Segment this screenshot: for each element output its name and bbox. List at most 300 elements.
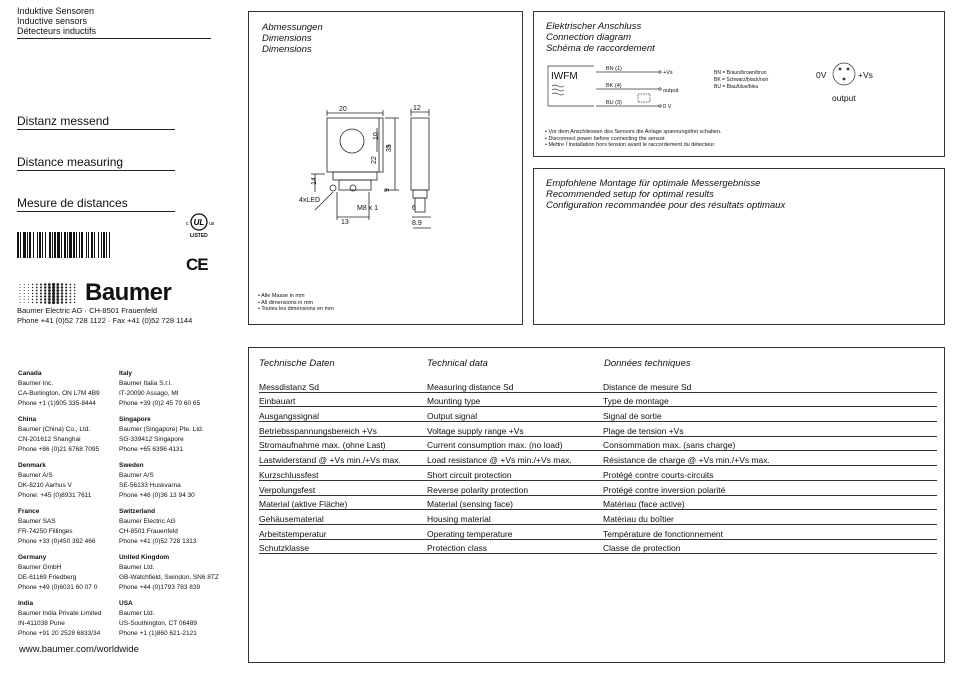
- logo-dot: [74, 302, 75, 303]
- country-name: India: [18, 600, 34, 607]
- cell-value: [771, 510, 937, 525]
- cell-value: [771, 524, 937, 539]
- country-line: GB-Watchfield, Swindon, SN6 8TZ: [119, 574, 219, 581]
- svg-text:us: us: [209, 221, 215, 227]
- logo-dot: [61, 295, 63, 297]
- cell-value: [771, 539, 937, 554]
- mounting-panel: [533, 168, 945, 325]
- dim-10: 10: [373, 132, 380, 140]
- barcode-bar: [98, 232, 99, 258]
- connection-panel: [533, 11, 945, 157]
- thread-label: M8 x 1: [357, 205, 379, 212]
- country-line: Phone +49 (0)6031 60 07 0: [18, 584, 98, 591]
- logo-dot: [52, 286, 55, 289]
- country-line: IN-411038 Pune: [18, 620, 65, 627]
- barcode-bar: [79, 232, 80, 258]
- logo-dot: [24, 299, 25, 300]
- connection-title-fr: Schéma de raccordement: [546, 43, 655, 54]
- logo-dot: [28, 287, 29, 288]
- logo-dot: [36, 296, 38, 298]
- logo-dot: [56, 295, 59, 298]
- cell-en: Reverse polarity protection: [427, 480, 603, 495]
- country-line: Baumer Ltd.: [119, 564, 155, 571]
- cell-value: [771, 495, 937, 510]
- conn-note-de: • Vor dem Anschliessen des Sensors die Anlage spannungsfrei schalten.: [545, 129, 722, 135]
- barcode-bar: [81, 232, 83, 258]
- country-name: USA: [119, 600, 133, 607]
- connection-title-de: Elektrischer Anschluss: [546, 21, 642, 32]
- cell-de: Einbauart: [259, 392, 427, 407]
- cell-fr: Classe de protection: [603, 539, 771, 554]
- logo-dot: [40, 286, 42, 288]
- cell-en: Voltage supply range +Vs: [427, 422, 603, 437]
- country-block: [18, 507, 96, 547]
- country-line: IT-20090 Assago, MI: [119, 390, 179, 397]
- legend-bn: BN = Braun/brown/brun: [714, 70, 767, 76]
- cell-fr: Résistance de charge @ +Vs min./+Vs max.: [603, 451, 771, 466]
- country-block: [119, 507, 197, 547]
- country-block: [18, 599, 101, 639]
- country-block: [18, 553, 97, 593]
- logo-dot: [24, 287, 25, 288]
- country-name: Sweden: [119, 462, 144, 469]
- logo-dot: [32, 290, 33, 291]
- barcode-bar: [94, 232, 95, 258]
- barcode-bar: [88, 232, 89, 258]
- logo-dot: [28, 296, 29, 297]
- company-address: Baumer Electric AG · CH-8501 Frauenfeld: [17, 306, 158, 315]
- logo-dot: [36, 290, 38, 292]
- barcode-bar: [39, 232, 41, 258]
- cell-value: [771, 422, 937, 437]
- cell-en: Output signal: [427, 407, 603, 422]
- country-line: Phone +33 (0)450 392 466: [18, 538, 96, 545]
- logo-dot: [36, 287, 38, 289]
- barcode-bar: [54, 232, 56, 258]
- cell-en: Current consumption max. (no load): [427, 436, 603, 451]
- country-name: Denmark: [18, 462, 46, 469]
- country-block: [119, 415, 204, 455]
- logo-dot: [44, 292, 46, 294]
- logo-dot: [52, 298, 55, 301]
- mounting-title-fr: Configuration recommandée pour des résultats optimaux: [546, 200, 786, 211]
- table-row: [259, 480, 937, 495]
- country-line: Phone +44 (0)1793 783 839: [119, 584, 201, 591]
- country-line: Phone +65 6396 4131: [119, 446, 184, 453]
- logo-dot: [28, 293, 29, 294]
- country-line: Baumer A/S: [119, 472, 154, 479]
- country-name: Switzerland: [119, 508, 156, 515]
- logo-dot: [44, 283, 46, 285]
- table-row: [259, 378, 937, 392]
- logo-dot: [40, 289, 42, 291]
- logo-dot: [74, 293, 75, 294]
- logo-dot: [70, 284, 72, 286]
- dimensions-title-en: Dimensions: [262, 33, 312, 44]
- logo-dot: [56, 301, 59, 304]
- wire-bu: BU (3): [606, 100, 622, 106]
- header-line-fr: Détecteurs inductifs: [17, 26, 97, 36]
- logo-dot: [36, 293, 38, 295]
- country-block: [18, 415, 99, 455]
- logo-dot: [74, 290, 75, 291]
- logo-dot: [56, 286, 59, 289]
- logo-dot: [44, 301, 46, 303]
- logo-dot: [74, 299, 75, 300]
- dim-22: 22: [371, 156, 378, 164]
- logo-dot: [40, 283, 42, 285]
- country-line: FR-74250 Fillinges: [18, 528, 73, 535]
- logo-dot: [40, 292, 42, 294]
- country-line: Phone +46 (0)36 13 94 30: [119, 492, 195, 499]
- logo-dot: [52, 295, 55, 298]
- table-row: [259, 510, 937, 525]
- cell-de: Kurzschlussfest: [259, 466, 427, 481]
- logo-dot: [65, 289, 67, 291]
- logo-dot: [48, 286, 51, 289]
- technical-data-table: [259, 378, 937, 554]
- barcode-bar: [101, 232, 102, 258]
- logo-dot: [32, 284, 33, 285]
- logo-dot: [70, 299, 72, 301]
- logo-dot: [32, 287, 33, 288]
- cell-value: [771, 392, 937, 407]
- country-name: Italy: [119, 370, 133, 377]
- logo-dot: [44, 295, 46, 297]
- cell-en: Housing material: [427, 510, 603, 525]
- website-link[interactable]: www.baumer.com/worldwide: [19, 644, 139, 655]
- barcode-bar: [57, 232, 60, 258]
- dim-note-de: • Alle Masse in mm: [258, 293, 305, 299]
- cell-en: Protection class: [427, 539, 603, 554]
- country-line: Baumer India Private Limited: [18, 610, 102, 617]
- logo-dot: [20, 290, 21, 291]
- barcode-bar: [49, 232, 51, 258]
- cell-fr: Température de fonctionnement: [603, 524, 771, 539]
- country-line: CA-Burlington, ON L7M 4B9: [18, 390, 100, 397]
- cell-fr: Plage de tension +Vs: [603, 422, 771, 437]
- mounting-title: [546, 178, 785, 211]
- sensor-label: IWFM: [551, 71, 578, 82]
- logo-dot: [32, 299, 33, 300]
- country-line: Baumer GmbH: [18, 564, 62, 571]
- country-block: [18, 461, 91, 501]
- cell-en: Material (sensing face): [427, 495, 603, 510]
- country-name: Germany: [18, 554, 47, 561]
- title-fr: Mesure de distances: [17, 196, 128, 210]
- logo-dot: [61, 286, 63, 288]
- logo-dot: [74, 296, 75, 297]
- country-line: DE-61169 Friedberg: [18, 574, 77, 581]
- country-line: Baumer Ltd.: [119, 610, 155, 617]
- logo-dot: [70, 302, 72, 304]
- barcode-bar: [86, 232, 87, 258]
- country-name: France: [18, 508, 40, 515]
- logo-dot: [28, 302, 29, 303]
- legend-bu: BU = Blau/blue/bleu: [714, 84, 759, 90]
- country-name: Canada: [18, 370, 42, 377]
- technical-data-panel: [248, 347, 945, 663]
- dim-12: 12: [413, 105, 421, 112]
- cell-de: Betriebsspannungsbereich +Vs: [259, 422, 427, 437]
- svg-text:c: c: [186, 221, 189, 227]
- logo-dot: [40, 298, 42, 300]
- cell-fr: Matériau (face active): [603, 495, 771, 510]
- logo-dot: [65, 292, 67, 294]
- logo-dot: [20, 299, 21, 300]
- country-line: Baumer Italia S.r.l.: [119, 380, 173, 387]
- table-row: [259, 495, 937, 510]
- conn-note-en: • Disconnect power before connecting the sensor.: [545, 135, 666, 142]
- dim-35: 35: [386, 144, 393, 152]
- logo-dot: [52, 292, 55, 295]
- logo-dot: [65, 286, 67, 288]
- dimensions-notes: [258, 293, 334, 313]
- dim-20: 20: [339, 106, 347, 113]
- logo-dot: [65, 298, 67, 300]
- logo-dot: [52, 289, 55, 292]
- logo-dot: [61, 301, 63, 303]
- cell-de: Material (aktive Fläche): [259, 495, 427, 510]
- document-header: [17, 6, 96, 36]
- logo-dot: [20, 302, 21, 303]
- connection-title-en: Connection diagram: [546, 32, 632, 43]
- title-en: Distance measuring: [17, 155, 124, 169]
- country-line: SE-56133 Huskvarna: [119, 482, 181, 489]
- terminal-0v: 0 V: [663, 104, 672, 110]
- dimensions-panel: [248, 11, 523, 325]
- logo-dot: [56, 283, 59, 286]
- logo-dot: [36, 302, 38, 304]
- header-divider: [17, 38, 211, 39]
- tech-header-fr: Données techniques: [604, 358, 691, 369]
- barcode-bar: [103, 232, 105, 258]
- country-line: CH-8501 Frauenfeld: [119, 528, 178, 535]
- ul-listed-mark: [183, 210, 213, 240]
- barcode: [17, 232, 135, 258]
- terminal-vs: +Vs: [663, 70, 673, 76]
- country-line: Baumer A/S: [18, 472, 53, 479]
- logo-dot: [40, 301, 42, 303]
- dim-13: 13: [341, 219, 349, 226]
- logo-dot: [56, 292, 59, 295]
- baumer-logo-text: Baumer: [85, 279, 172, 306]
- logo-dot: [32, 296, 33, 297]
- logo-dot: [48, 298, 51, 301]
- table-row: [259, 422, 937, 437]
- cell-fr: Type de montage: [603, 392, 771, 407]
- cell-value: [771, 407, 937, 422]
- cell-en: Load resistance @ +Vs min./+Vs max.: [427, 451, 603, 466]
- logo-dot: [44, 289, 46, 291]
- barcode-bar: [73, 232, 75, 258]
- tech-header-en: Technical data: [427, 358, 488, 369]
- cell-fr: Matériau du boîtier: [603, 510, 771, 525]
- barcode-bar: [109, 232, 110, 258]
- country-line: DK-8210 Aarhus V: [18, 482, 72, 489]
- logo-dot: [48, 289, 51, 292]
- logo-dot: [70, 296, 72, 298]
- cell-value: [771, 451, 937, 466]
- logo-dot: [48, 283, 51, 286]
- logo-dot: [61, 289, 63, 291]
- title-en-rule: [17, 170, 175, 171]
- logo-dot: [56, 289, 59, 292]
- logo-dot: [28, 299, 29, 300]
- country-block: [119, 553, 219, 593]
- table-row: [259, 436, 937, 451]
- ce-mark: CE: [186, 255, 208, 274]
- company-phone: Phone +41 (0)52 728 1122 · Fax +41 (0)52 728 1144: [17, 316, 193, 325]
- barcode-bar: [69, 232, 72, 258]
- table-row: [259, 524, 937, 539]
- barcode-bar: [37, 232, 38, 258]
- logo-dot: [24, 284, 25, 285]
- cell-en: Mounting type: [427, 392, 603, 407]
- country-line: SG-339412 Singapore: [119, 436, 184, 443]
- logo-dot: [20, 284, 21, 285]
- terminal-output: output: [663, 88, 679, 94]
- dim-9: 9: [384, 188, 391, 192]
- barcode-bar: [29, 232, 31, 258]
- logo-dot: [70, 287, 72, 289]
- logo-dot: [70, 290, 72, 292]
- barcode-bar: [45, 232, 46, 258]
- cell-fr: Protégé contre inversion polarité: [603, 480, 771, 495]
- table-row: [259, 392, 937, 407]
- header-line-en: Inductive sensors: [17, 16, 88, 26]
- logo-dot: [32, 293, 33, 294]
- dimensions-title-fr: Dimensions: [262, 44, 312, 55]
- country-line: Phone +41 (0)52 728 1313: [119, 538, 197, 545]
- connection-notes: [545, 129, 722, 149]
- logo-dot: [24, 290, 25, 291]
- mounting-title-en: Recommended setup for optimal results: [546, 189, 714, 200]
- logo-dot: [24, 293, 25, 294]
- country-line: Baumer Inc.: [18, 380, 54, 387]
- cell-de: Gehäusematerial: [259, 510, 427, 525]
- logo-dot: [32, 302, 33, 303]
- logo-dot: [61, 292, 63, 294]
- wire-bk: BK (4): [606, 83, 622, 89]
- logo-dot: [65, 301, 67, 303]
- connector-0v: 0V: [816, 70, 827, 80]
- cell-fr: Signal de sortie: [603, 407, 771, 422]
- logo-dot: [44, 286, 46, 288]
- logo-dot: [74, 287, 75, 288]
- barcode-bar: [52, 232, 53, 258]
- country-name: United Kingdom: [119, 554, 170, 561]
- country-line: Baumer (Singapore) Pte. Ltd.: [119, 426, 204, 433]
- country-name: Singapore: [119, 416, 151, 423]
- table-row: [259, 539, 937, 554]
- cell-de: Lastwiderstand @ +Vs min./+Vs max.: [259, 451, 427, 466]
- logo-dot: [24, 302, 25, 303]
- legend-bk: BK = Schwarz/black/noir: [714, 77, 769, 83]
- barcode-bar: [64, 232, 66, 258]
- led-label: 4xLED: [299, 197, 321, 204]
- logo-dot: [20, 296, 21, 297]
- logo-dot: [52, 283, 55, 286]
- cell-value: [771, 378, 937, 392]
- country-block: [119, 599, 197, 639]
- logo-dot: [70, 293, 72, 295]
- baumer-logo: [17, 279, 172, 306]
- logo-dot: [40, 295, 42, 297]
- logo-dot: [20, 287, 21, 288]
- country-line: Baumer SAS: [18, 518, 56, 525]
- cell-fr: Distance de mesure Sd: [603, 378, 771, 392]
- barcode-bar: [106, 232, 107, 258]
- logo-dot: [61, 283, 63, 285]
- country-line: Phone +1 (1)860 621-2121: [119, 630, 197, 637]
- dim-note-fr: • Toutes les dimensions en mm: [258, 306, 334, 312]
- logo-dot: [20, 293, 21, 294]
- logo-dot: [28, 290, 29, 291]
- barcode-bar: [20, 232, 21, 258]
- table-row: [259, 466, 937, 481]
- logo-dot: [28, 284, 29, 285]
- country-block: [119, 369, 200, 409]
- logo-dot: [36, 299, 38, 301]
- country-line: Phone +91 20 2528 6833/34: [18, 630, 101, 637]
- barcode-bar: [33, 232, 34, 258]
- ul-listed-label: LISTED: [190, 233, 208, 239]
- country-name: China: [18, 416, 37, 423]
- dimensions-title-de: Abmessungen: [262, 22, 323, 33]
- cell-en: Measuring distance Sd: [427, 378, 603, 392]
- title-de: Distanz messend: [17, 114, 110, 128]
- country-line: Phone +86 (0)21 6768 7095: [18, 446, 100, 453]
- barcode-bar: [23, 232, 26, 258]
- title-de-rule: [17, 129, 175, 130]
- logo-dot: [65, 283, 67, 285]
- title-fr-rule: [17, 211, 175, 212]
- barcode-bar: [42, 232, 43, 258]
- header-line-de: Induktive Sensoren: [17, 6, 95, 16]
- logo-dot: [65, 295, 67, 297]
- dimension-drawing: [249, 12, 522, 324]
- dim-6: 6: [412, 205, 416, 212]
- logo-dot: [48, 301, 51, 304]
- cell-de: Verpolungsfest: [259, 480, 427, 495]
- country-block: [18, 369, 100, 409]
- country-line: Phone +1 (1)905 335-8444: [18, 400, 96, 407]
- logo-dot: [52, 301, 55, 304]
- conn-note-fr: • Mettre l´installation hors tension avant le raccordement du détecteur.: [545, 142, 716, 148]
- dim-14: 14: [311, 177, 318, 185]
- country-line: Phone: +45 (0)8931 7611: [18, 492, 92, 499]
- cell-value: [771, 480, 937, 495]
- cell-de: Arbeitstemperatur: [259, 524, 427, 539]
- logo-dot: [56, 298, 59, 301]
- cell-en: Operating temperature: [427, 524, 603, 539]
- barcode-bar: [67, 232, 68, 258]
- cell-value: [771, 436, 937, 451]
- logo-dot: [24, 296, 25, 297]
- barcode-bar: [27, 232, 28, 258]
- logo-dot: [44, 298, 46, 300]
- wire-bn: BN (1): [606, 66, 622, 72]
- country-line: Phone +39 (0)2 45 70 60 65: [119, 400, 201, 407]
- dim-8-9: 8.9: [412, 220, 422, 227]
- country-line: CN-201612 Shanghai: [18, 436, 81, 443]
- tech-header-de: Technische Daten: [259, 358, 335, 369]
- company-info: [17, 306, 192, 326]
- dim-note-en: • All dimensions in mm: [258, 299, 314, 306]
- table-row: [259, 451, 937, 466]
- cell-fr: Protégé contre courts-circuits: [603, 466, 771, 481]
